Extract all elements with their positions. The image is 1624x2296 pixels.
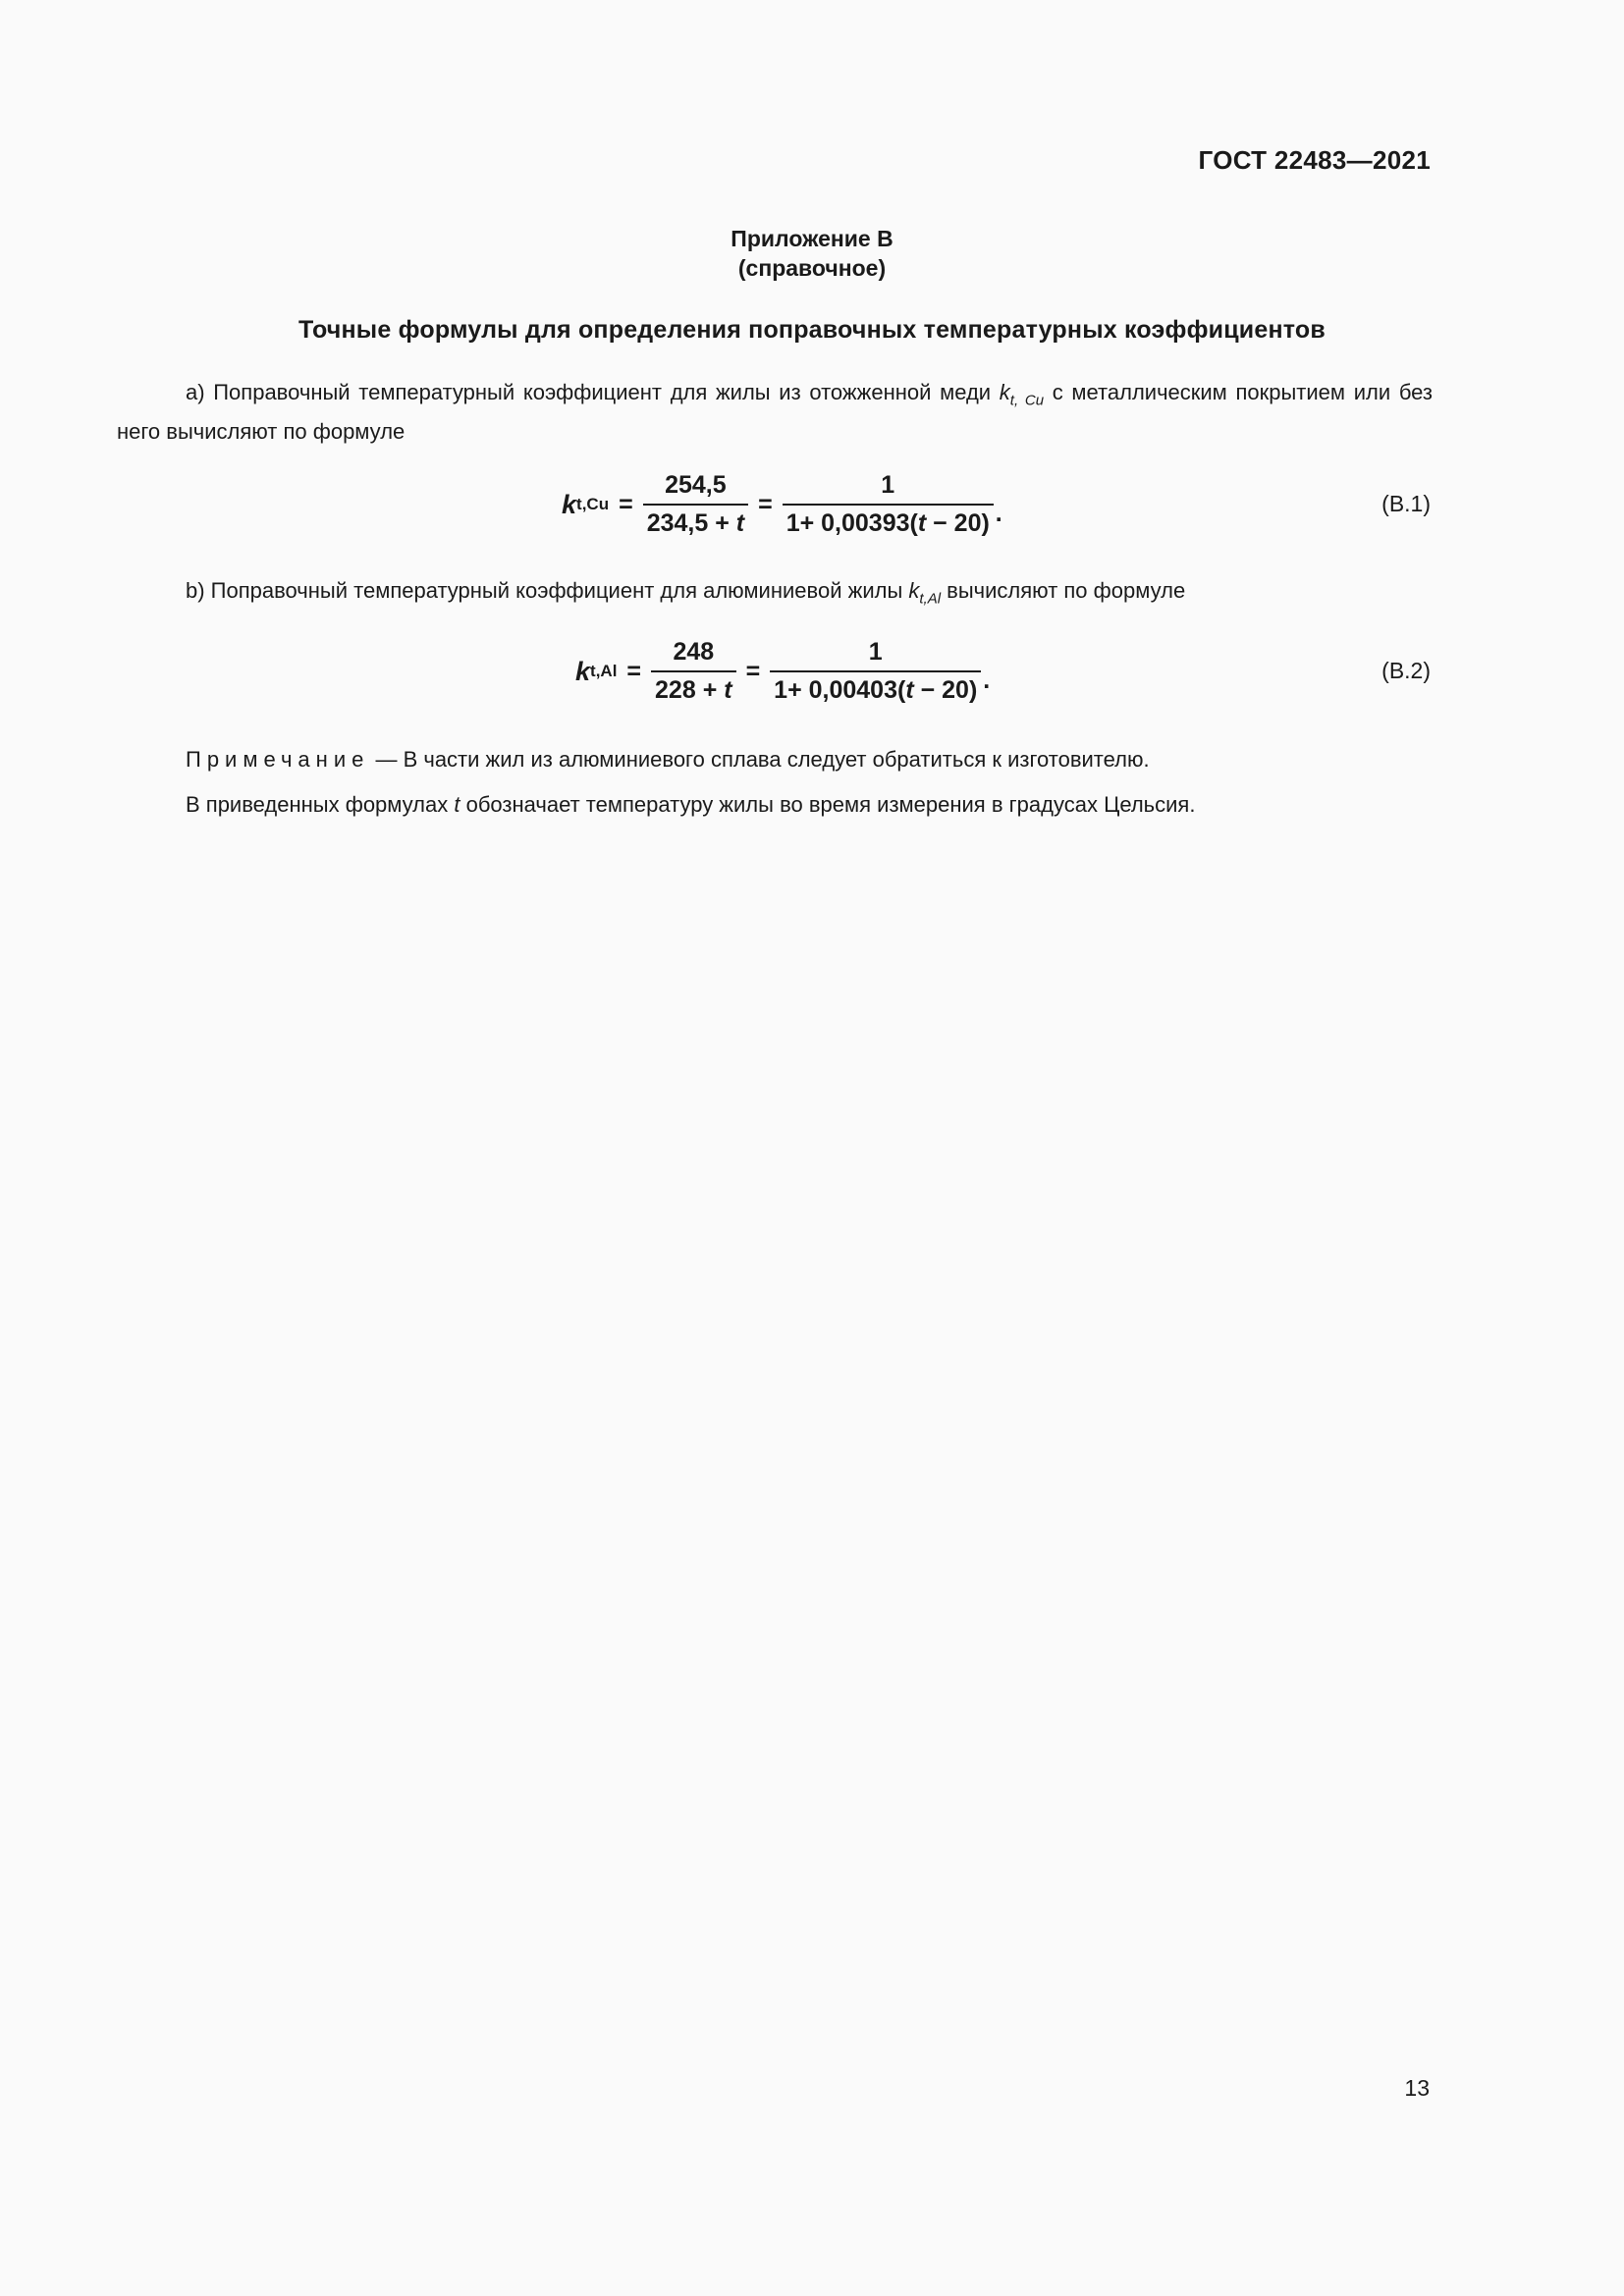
page-number: 13 bbox=[1404, 2075, 1430, 2101]
fraction-numerator: 248 bbox=[673, 638, 715, 666]
equation-number-b2: (B.2) bbox=[1381, 658, 1431, 683]
formula-b2 bbox=[575, 632, 990, 711]
note-text: — В части жил из алюминиевого сплава следует обратиться к изготовителю. bbox=[369, 747, 1150, 772]
fraction-2 bbox=[783, 471, 994, 538]
equals-sign: = bbox=[745, 657, 761, 685]
appendix-title: Приложение В bbox=[731, 226, 893, 251]
equals-sign: = bbox=[626, 657, 642, 685]
formula-period: . bbox=[983, 667, 991, 694]
note-label: Примечание bbox=[186, 747, 370, 772]
fraction-numerator: 254,5 bbox=[665, 471, 727, 499]
document-code: ГОСТ 22483—2021 bbox=[1198, 145, 1431, 175]
fraction-numerator: 1 bbox=[881, 471, 895, 499]
note-paragraph bbox=[186, 744, 1433, 775]
formula-lhs-symbol: k bbox=[562, 489, 577, 519]
equation-number-b1: (B.1) bbox=[1381, 491, 1431, 516]
section-title: Точные формулы для определения поправочных температурных коэффициентов bbox=[298, 316, 1326, 344]
formula-period: . bbox=[995, 500, 1002, 527]
fraction-2 bbox=[770, 638, 981, 705]
fraction-1 bbox=[651, 638, 736, 705]
paragraph-t-definition: В приведенных формулах t обозначает температуру жилы во время измерения в градусах Цельсия. bbox=[186, 792, 1196, 817]
formula-b1 bbox=[562, 465, 1002, 544]
symbol-k: k bbox=[999, 380, 1010, 404]
formula-lhs-subscript: t,Cu bbox=[576, 495, 610, 513]
paragraph-a: a) Поправочный температурный коэффициент для жилы из отожженной меди $k_{t, Cu}$ с металлическим покрытием или без него вычисляют по формуле bbox=[117, 380, 1434, 445]
fraction-denominator: 228 + t bbox=[651, 670, 736, 705]
appendix-heading bbox=[0, 224, 1624, 283]
fraction-1 bbox=[643, 471, 748, 538]
equals-sign: = bbox=[619, 490, 633, 518]
appendix-subtitle: (справочное) bbox=[737, 255, 887, 281]
fraction-denominator: 234,5 + t bbox=[643, 504, 748, 538]
fraction-denominator: 1+ 0,00393(t − 20) bbox=[783, 504, 994, 538]
paragraph-b: b) Поправочный температурный коэффициент для алюминиевой жилы $k_{t,Al}$ вычисляют по формуле bbox=[186, 578, 1186, 608]
formula-lhs-symbol: k bbox=[575, 656, 591, 686]
symbol-t: t bbox=[454, 792, 460, 817]
fraction-denominator: 1+ 0,00403(t − 20) bbox=[770, 670, 981, 705]
symbol-k: k bbox=[908, 578, 920, 603]
formula-lhs-subscript: t,Al bbox=[590, 662, 618, 680]
equals-sign: = bbox=[758, 490, 773, 518]
fraction-numerator: 1 bbox=[868, 638, 883, 666]
